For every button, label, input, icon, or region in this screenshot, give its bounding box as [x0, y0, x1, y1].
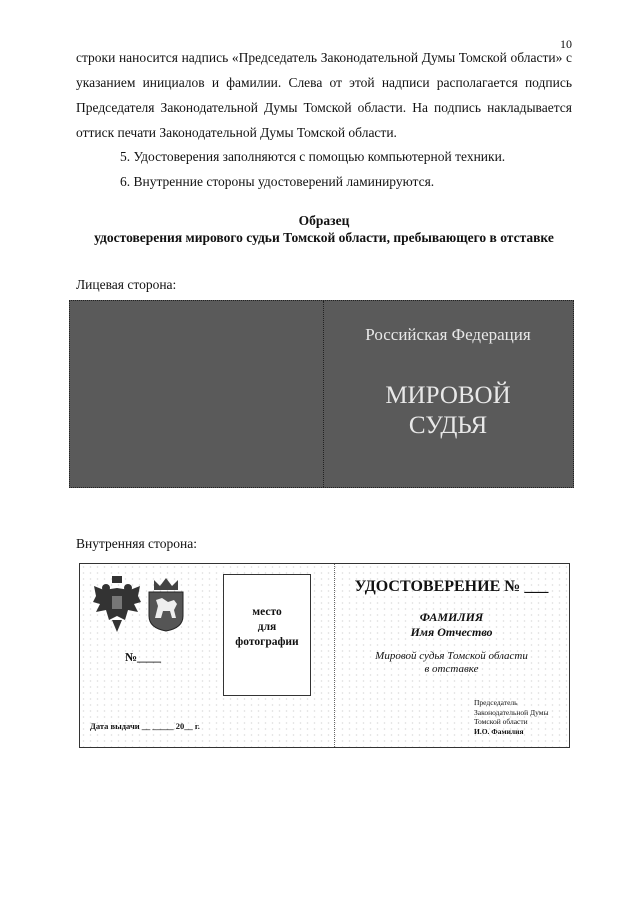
- front-title-line-2: СУДЬЯ: [408, 412, 488, 439]
- signature-name: И.О. Фамилия: [474, 726, 524, 736]
- certificate-number-left: №____: [125, 650, 162, 664]
- holder-names: Имя Отчество: [410, 625, 493, 639]
- holder-surname: ФАМИЛИЯ: [419, 610, 484, 624]
- photo-placeholder: [223, 574, 311, 696]
- paragraph-item-6: 6. Внутренние стороны удостоверений ламинируются.: [120, 174, 435, 189]
- certificate-title: УДОСТОВЕРЕНИЕ № ___: [354, 578, 549, 595]
- issue-date: Дата выдачи __ _____ 20__ г.: [90, 721, 200, 731]
- page-number: 10: [560, 37, 572, 51]
- inner-card: [79, 563, 570, 748]
- tomsk-coat-of-arms-icon: [146, 576, 186, 637]
- front-country-text: Российская Федерация: [365, 325, 531, 344]
- paragraph-item-5: 5. Удостоверения заполняются с помощью компьютерной техники.: [120, 149, 506, 164]
- signature-line-1: Председатель: [474, 698, 518, 707]
- signature-line-2: Законодательной Думы: [474, 707, 549, 717]
- inner-side-label: Внутренняя сторона:: [76, 536, 197, 551]
- sample-heading-subtitle: удостоверения мирового судьи Томской области, пребывающего в отставке: [94, 230, 554, 245]
- paragraph-continuation: строки наносится надпись «Председатель Законодательной Думы Томской области» с указанием инициалов и фамилии. Слева от этой надписи располагается подпись Председателя Законодательной Думы Томской области. На подпись накладывается оттиск печати Законодательной Думы Томской области.: [76, 50, 572, 140]
- front-title: [323, 381, 573, 441]
- position-line-1: Мировой судья Томской области: [375, 650, 528, 662]
- front-side-label: Лицевая сторона:: [76, 277, 177, 292]
- front-title-line-1: МИРОВОЙ: [385, 382, 511, 409]
- photo-label-line-3: фотографии: [235, 636, 299, 648]
- russian-coat-of-arms-icon: [92, 574, 142, 641]
- photo-label-line-2: для: [257, 621, 277, 633]
- signature-line-3: Томской области: [474, 717, 528, 726]
- photo-label-line-1: место: [252, 606, 282, 618]
- position-line-2: в отставке: [424, 663, 479, 675]
- sample-heading-title: Образец: [298, 213, 350, 228]
- signature-block: [474, 698, 549, 736]
- front-cover: [69, 300, 574, 488]
